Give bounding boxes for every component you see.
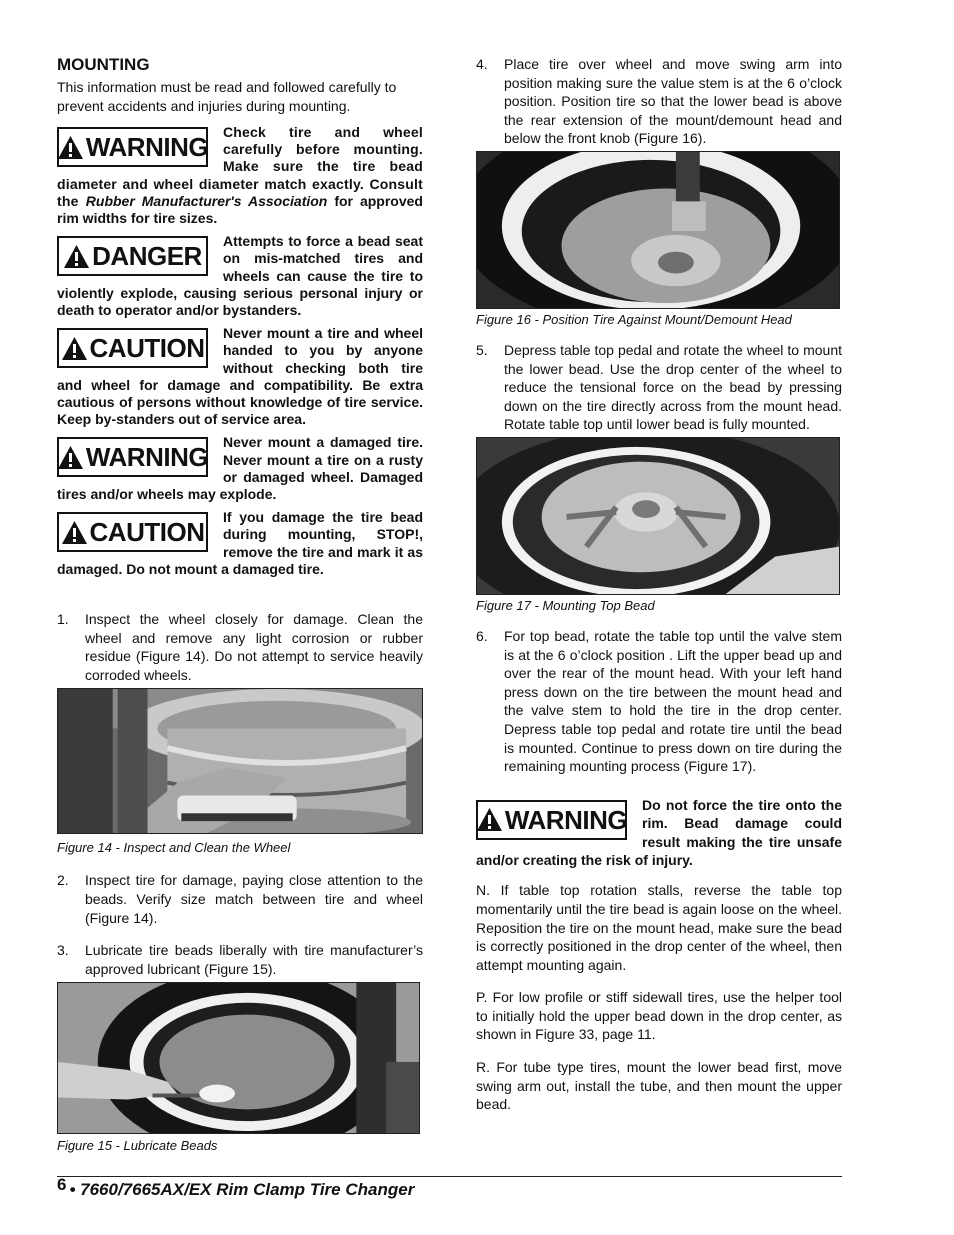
note-p: P. For low profile or stiff sidewall tires, use the helper tool to initially hold the upper bead down in the drop center, as shown in Figure 33, page 11. [476,989,842,1043]
figure-17-photo [476,437,840,595]
hazard-triangle-icon [57,135,84,160]
signal-word: WARNING [85,442,209,473]
page-footer [57,1175,415,1200]
step-number: 3. [57,942,69,959]
alert-text: Never mount a tire and wheel handed to you by anyone without checking both tire and wheel for damage and compatibility. Be extra cautious of persons without knowledge of tire service. Keep by-standers out of service area. [57,325,423,428]
hazard-triangle-icon [57,445,84,470]
footer-rule [57,1176,842,1177]
warning-signal-box [57,437,208,477]
step-number: 2. [57,872,69,889]
caution-signal-box [57,328,208,368]
step-number: 6. [476,627,488,644]
warning-alert-1 [57,124,423,227]
signal-word: CAUTION [89,517,205,548]
figure-16-photo [476,151,840,309]
danger-alert [57,233,423,319]
step-text: Inspect tire for damage, paying close attention to the beads. Verify size match between tire and wheel (Figure 14). [85,872,423,926]
step-number: 5. [476,341,488,358]
step-number: 1. [57,611,69,628]
signal-word: WARNING [85,132,209,162]
step-2 [57,871,423,927]
step-3 [57,941,423,978]
alert-text: Attempts to force a bead seat on mis-matched tires and wheels can cause the tire to violently explode, causing serious personal injury or death to operator and/or bystanders. [57,233,423,319]
alert-text-after: for approved rim widths for tire sizes. [57,192,423,227]
signal-word: DANGER [92,241,202,272]
step-text: Inspect the wheel closely for damage. Clean the wheel and remove any light corrosion or rubber residue (Figure 14). Do not attempt to service heavily corroded wheels. [85,611,423,683]
step-text: Place tire over wheel and move swing arm into position making sure the value stem is at the 6 o’clock position. Position tire so that the lower bead is above the rear extension of the mount/demount head and below the front knob (Figure 16). [504,56,842,147]
figure-14-photo [57,688,423,834]
alert-text: Do not force the tire onto the rim. Bead damage could result making the tire unsafe and/or creating the risk of injury. [476,796,842,868]
caution-signal-box [57,512,208,552]
warning-alert-2 [57,434,423,503]
figure-14-caption: Figure 14 - Inspect and Clean the Wheel [57,840,291,856]
figure-15-caption: Figure 15 - Lubricate Beads [57,1138,218,1154]
warning-signal-box [57,127,208,167]
alert-text: If you damage the tire bead during mounting, STOP!, remove the tire and mark it as damaged. Do not mount a damaged tire. [57,509,423,577]
hazard-triangle-icon [63,244,90,269]
hazard-triangle-icon [61,336,88,361]
step-number: 4. [476,56,488,72]
left-column [57,55,423,1154]
step-6 [476,627,842,776]
intro-text: This information must be read and followed carefully to prevent accidents and injuries during mounting. [57,79,397,114]
step-text: For top bead, rotate the table top until the valve stem is at the 6 o’clock position . Lift the upper bead up and over the rear of the mount head. With your left hand press down on the tire between the mount head and the valve stem to hold the tire in the drop center. Depress table top pedal and rotate tire until the bead is mounted. Continue to press down on tire during the remaining mounting process (Figure 17). [504,627,842,775]
warning-signal-box [476,800,627,840]
danger-signal-box [57,236,208,276]
footer-title: • 7660/7665AX/EX Rim Clamp Tire Changer [69,1180,415,1199]
section-title: MOUNTING [57,55,150,74]
figure-16-caption: Figure 16 - Position Tire Against Mount/Demount Head [476,311,792,327]
figure-15-photo [57,982,420,1134]
hazard-triangle-icon [61,520,88,545]
caution-alert-1 [57,325,423,428]
page-number: 6 [57,1175,67,1194]
caution-alert-2 [57,509,423,578]
step-1 [57,610,423,684]
alert-text: Check tire and wheel carefully before mounting. Make sure the tire bead diameter and wheel diameter match exactly. Consult the [57,124,423,209]
signal-word: WARNING [504,804,628,835]
step-text: Depress table top pedal and rotate the wheel to mount the lower bead. Use the drop center of the wheel to reduce the tensional force on the bead by pressing down on the tire directly across from the mount head. Rotate table top until lower bead is fully mounted. [504,341,842,433]
hazard-triangle-icon [476,807,503,832]
right-column [476,55,842,1114]
warning-alert-3 [476,796,842,870]
alert-text: Never mount a damaged tire. Never mount a tire on a rusty or damaged wheel. Damaged tires and/or wheels may explode. [57,434,423,503]
step-5 [476,341,842,434]
note-r: R. For tube type tires, mount the lower bead first, move swing arm out, install the tube, and then mount the upper bead. [476,1059,842,1113]
step-text: Lubricate tire beads liberally with tire manufacturer’s approved lubricant (Figure 15). [85,942,423,977]
signal-word: CAUTION [89,333,205,364]
alert-italic-text: Rubber Manufacturer's Association [85,192,328,209]
step-4 [476,55,842,148]
note-n: N. If table top rotation stalls, reverse the table top momentarily until the tire bead is again loose on the wheel. Reposition the tire on the mount head, make sure the bead is correctly positioned in the drop center of the wheel, then attempt mounting again. [476,882,842,973]
figure-17-caption: Figure 17 - Mounting Top Bead [476,597,655,613]
